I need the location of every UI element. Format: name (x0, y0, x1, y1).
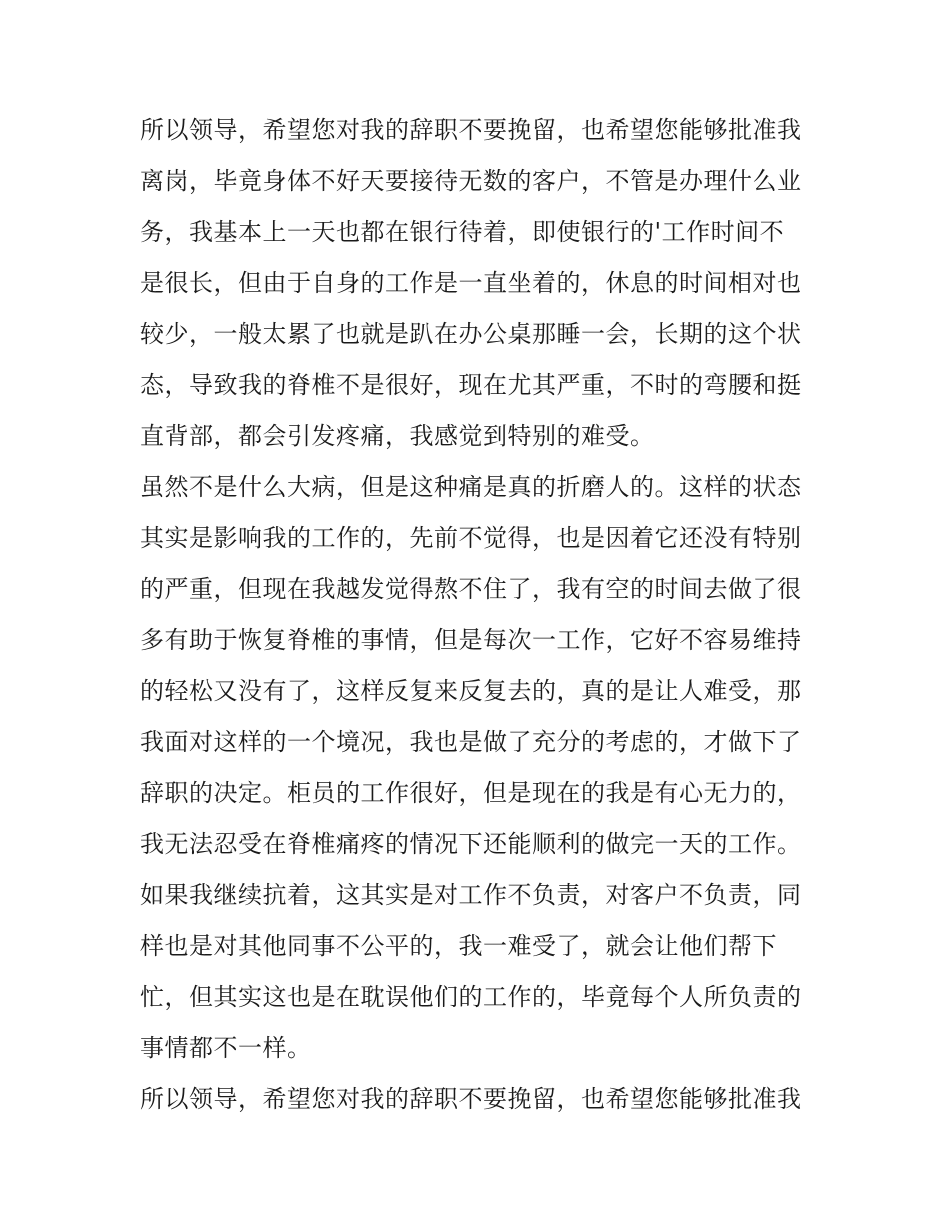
text-line: 的轻松又没有了，这样反复来反复去的，真的是让人难受，那 (140, 677, 802, 705)
text-line: 如果我继续抗着，这其实是对工作不负责，对客户不负责，同 (140, 881, 802, 909)
text-line: 所以领导，希望您对我的辞职不要挽留，也希望您能够批准我 (140, 116, 802, 144)
text-line: 其实是影响我的工作的，先前不觉得，也是因着它还没有特别 (140, 524, 802, 552)
text-line: 直背部，都会引发疼痛，我感觉到特别的难受。 (140, 422, 655, 450)
text-line: 我面对这样的一个境况，我也是做了充分的考虑的，才做下了 (140, 728, 802, 756)
text-line: 务，我基本上一天也都在银行待着，即使银行的'工作时间不 (140, 218, 785, 246)
text-line: 离岗，毕竟身体不好天要接待无数的客户，不管是办理什么业 (140, 167, 802, 195)
text-line: 辞职的决定。柜员的工作很好，但是现在的我是有心无力的， (140, 779, 802, 807)
text-line: 忙，但其实这也是在耽误他们的工作的，毕竟每个人所负责的 (140, 983, 802, 1011)
text-line: 事情都不一样。 (140, 1034, 312, 1062)
text-line: 较少，一般太累了也就是趴在办公桌那睡一会，长期的这个状 (140, 320, 802, 348)
text-line: 的严重，但现在我越发觉得熬不住了，我有空的时间去做了很 (140, 575, 802, 603)
text-line: 虽然不是什么大病，但是这种痛是真的折磨人的。这样的状态 (140, 473, 802, 501)
text-line: 多有助于恢复脊椎的事情，但是每次一工作，它好不容易维持 (140, 626, 802, 654)
document-body (140, 105, 820, 1125)
text-line: 我无法忍受在脊椎痛疼的情况下还能顺利的做完一天的工作。 (140, 830, 802, 858)
text-line: 态，导致我的脊椎不是很好，现在尤其严重，不时的弯腰和挺 (140, 371, 802, 399)
text-line: 样也是对其他同事不公平的，我一难受了，就会让他们帮下 (140, 932, 777, 960)
text-line: 所以领导，希望您对我的辞职不要挽留，也希望您能够批准我 (140, 1085, 802, 1113)
text-line: 是很长，但由于自身的工作是一直坐着的，休息的时间相对也 (140, 269, 802, 297)
